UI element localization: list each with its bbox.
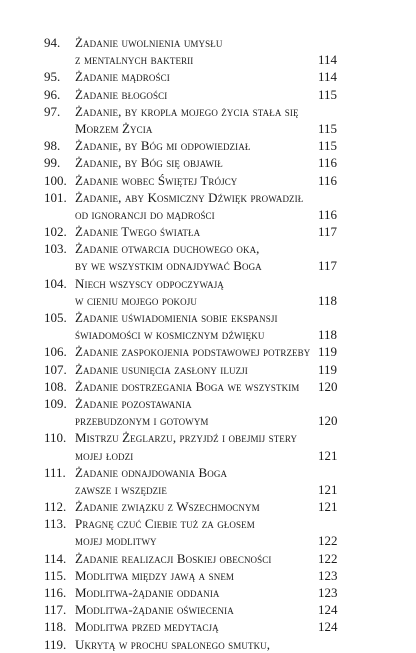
toc-entry-number: 112. <box>44 499 67 515</box>
toc-entry-title: Modlitwa-żądanie oświecenia <box>75 602 234 618</box>
toc-entry-number: 107. <box>44 361 67 377</box>
toc-entry-title: przebudzonym i gotowym <box>75 413 209 429</box>
toc-line <box>0 154 416 171</box>
toc-entry-title: świadomości w kosmicznym dźwięku <box>75 327 265 343</box>
toc-entry-title: Modlitwa-żądanie oddania <box>75 585 220 600</box>
toc-entry-title: Żadanie wobec Świętej Trójcy <box>75 172 238 188</box>
toc-entry-page: 123 <box>318 567 338 583</box>
toc-entry-page: 114 <box>318 52 338 68</box>
toc-line <box>0 515 416 532</box>
toc-entry-number: 117. <box>44 602 67 618</box>
toc-entry-page: 121 <box>318 481 338 497</box>
toc-line <box>0 189 416 206</box>
toc-entry-page: 116 <box>318 206 338 222</box>
toc-entry-title: Żadanie błogości <box>75 86 168 102</box>
toc-entry-title: mojej łodzi <box>75 447 134 463</box>
toc-entry-number: 98. <box>44 138 61 154</box>
toc-entry-number: 101. <box>44 189 67 205</box>
toc-line <box>0 309 416 326</box>
toc-entry-page: 122 <box>318 533 338 549</box>
toc-entry-title: z mentalnych bakterii <box>75 52 194 68</box>
toc-entry-page: 115 <box>318 86 338 102</box>
toc-entry-title: Żadanie mądrości <box>75 69 170 85</box>
toc-entry-number: 100. <box>44 172 67 188</box>
toc-line <box>0 120 416 137</box>
toc-line <box>0 51 416 68</box>
toc-entry-page: 117 <box>318 258 338 274</box>
toc-line <box>0 601 416 618</box>
toc-entry-page: 122 <box>318 550 338 566</box>
toc-entry-page: 116 <box>318 155 338 171</box>
toc-entry-number: 114. <box>44 550 67 566</box>
toc-entry-page: 121 <box>318 499 338 515</box>
toc-entry-title: zawsze i wszędzie <box>75 481 167 497</box>
table-of-contents <box>0 34 416 653</box>
toc-line <box>0 618 416 635</box>
toc-entry-title: Żadanie otwarcia duchowego oka, <box>75 241 260 257</box>
toc-entry-number: 116. <box>44 585 67 600</box>
toc-line <box>0 137 416 154</box>
toc-entry-page: 123 <box>318 585 338 600</box>
toc-entry-title: Żadanie pozostawania <box>75 395 192 411</box>
toc-line <box>0 257 416 274</box>
toc-entry-number: 108. <box>44 378 67 394</box>
toc-entry-title: Morzem Życia <box>75 120 153 136</box>
toc-line <box>0 584 416 601</box>
toc-entry-number: 94. <box>44 35 61 50</box>
toc-line <box>0 361 416 378</box>
toc-entry-page: 121 <box>318 447 338 463</box>
toc-line <box>0 34 416 51</box>
toc-entry-number: 95. <box>44 69 61 85</box>
toc-line <box>0 532 416 549</box>
toc-entry-number: 109. <box>44 395 67 411</box>
toc-line <box>0 429 416 446</box>
toc-line <box>0 292 416 309</box>
toc-entry-page: 114 <box>318 69 338 85</box>
toc-entry-number: 113. <box>44 516 67 532</box>
toc-entry-title: Żadanie uwolnienia umysłu <box>75 35 223 50</box>
toc-entry-title: Żadanie usunięcia zasłony iluzji <box>75 361 248 377</box>
toc-entry-title: Mistrzu Żeglarzu, przyjdź i obejmij stery <box>75 430 298 446</box>
toc-entry-page: 115 <box>318 120 338 136</box>
toc-entry-title: w cieniu mojego pokoju <box>75 292 197 308</box>
toc-entry-page: 118 <box>318 292 338 308</box>
toc-entry-title: Żadanie odnajdowania Boga <box>75 464 228 480</box>
toc-entry-number: 106. <box>44 344 67 360</box>
toc-entry-number: 105. <box>44 310 67 325</box>
toc-entry-title: Żadanie związku z Wszechmocnym <box>75 499 260 515</box>
toc-entry-title: Żadanie, aby Kosmiczny Dźwięk prowadził <box>75 189 304 205</box>
toc-entry-number: 99. <box>44 155 61 171</box>
toc-entry-title: Żadanie uświadomienia sobie ekspansji <box>75 310 278 325</box>
toc-entry-title: Żadanie dostrzegania Boga we wszystkim <box>75 378 300 394</box>
toc-entry-title: Żadanie realizacji Boskiej obecności <box>75 550 272 566</box>
toc-line <box>0 68 416 85</box>
toc-entry-title: Modlitwa przed medytacją <box>75 619 219 635</box>
toc-entry-number: 110. <box>44 430 67 446</box>
toc-entry-title: Modlitwa między jawą a snem <box>75 567 235 583</box>
toc-entry-page: 120 <box>318 378 338 394</box>
toc-entry-page: 118 <box>318 327 338 343</box>
toc-line <box>0 498 416 515</box>
toc-line <box>0 567 416 584</box>
toc-entry-page: 124 <box>318 619 338 635</box>
toc-entry-page: 119 <box>318 344 338 360</box>
toc-entry-number: 103. <box>44 241 67 257</box>
toc-entry-page: 117 <box>318 224 338 240</box>
toc-entry-page: 124 <box>318 602 338 618</box>
toc-entry-title: Niech wszyscy odpoczywają <box>75 275 224 291</box>
toc-line <box>0 86 416 103</box>
toc-entry-number: 119. <box>44 636 67 652</box>
toc-entry-title: od ignorancji do mądrości <box>75 206 215 222</box>
toc-entry-number: 96. <box>44 86 61 102</box>
toc-line <box>0 550 416 567</box>
toc-entry-title: Żadanie, by Bóg mi odpowiedział <box>75 138 251 154</box>
toc-entry-title: mojej modlitwy <box>75 533 157 549</box>
toc-line <box>0 378 416 395</box>
toc-entry-title: Żadanie, by kropla mojego życia stała się <box>75 103 299 119</box>
toc-line <box>0 223 416 240</box>
toc-line <box>0 481 416 498</box>
toc-entry-title: Żadanie zaspokojenia podstawowej potrzeby <box>75 344 311 360</box>
toc-line <box>0 326 416 343</box>
toc-entry-number: 102. <box>44 224 67 240</box>
toc-entry-page: 116 <box>318 172 338 188</box>
toc-line <box>0 412 416 429</box>
toc-line <box>0 395 416 412</box>
toc-entry-number: 118. <box>44 619 67 635</box>
toc-entry-number: 115. <box>44 567 67 583</box>
toc-line <box>0 103 416 120</box>
toc-entry-number: 104. <box>44 275 67 291</box>
toc-line <box>0 172 416 189</box>
toc-entry-page: 119 <box>318 361 338 377</box>
toc-entry-number: 111. <box>44 464 66 480</box>
toc-entry-title: Żadanie, by Bóg się objawił <box>75 155 223 171</box>
toc-line <box>0 275 416 292</box>
toc-line <box>0 206 416 223</box>
toc-line <box>0 636 416 653</box>
toc-line <box>0 240 416 257</box>
toc-entry-number: 97. <box>44 103 61 119</box>
toc-entry-title: Ukrytą w prochu spalonego smutku, <box>75 636 271 652</box>
toc-entry-page: 115 <box>318 138 338 154</box>
toc-entry-title: by we wszystkim odnajdywać Boga <box>75 258 262 274</box>
toc-entry-page: 120 <box>318 413 338 429</box>
toc-entry-title: Żadanie Twego światła <box>75 224 201 240</box>
toc-line <box>0 447 416 464</box>
toc-entry-title: Pragnę czuć Ciebie tuż za głosem <box>75 516 255 532</box>
toc-line <box>0 343 416 360</box>
toc-line <box>0 464 416 481</box>
